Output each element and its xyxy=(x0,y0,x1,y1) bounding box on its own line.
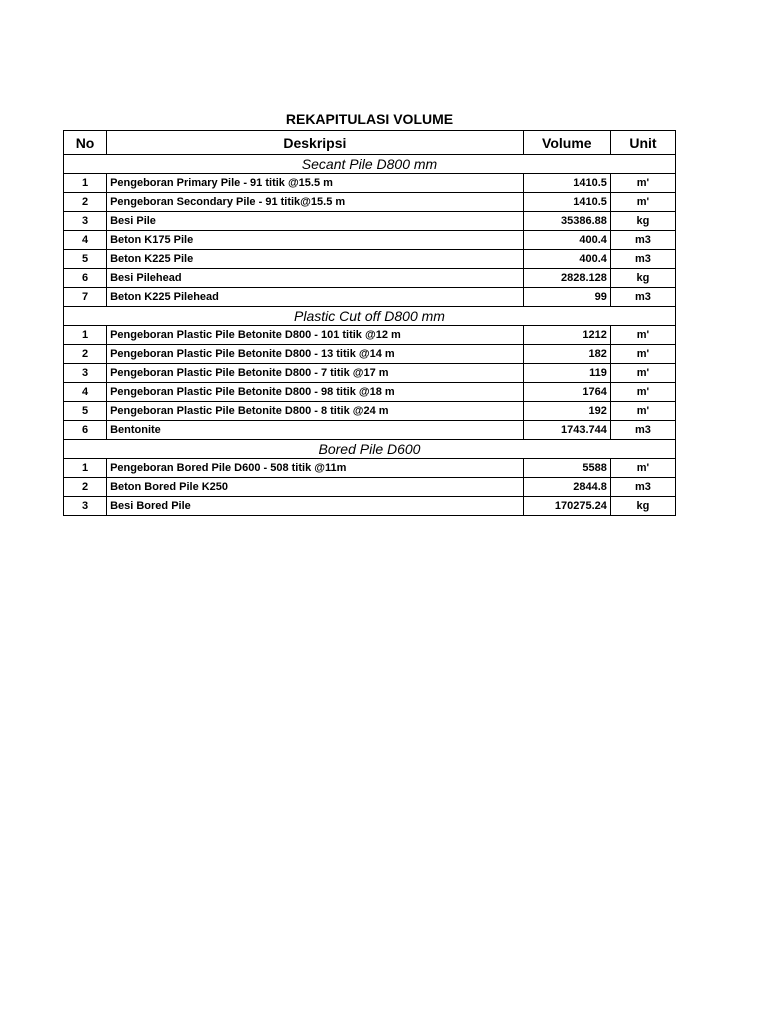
table-row xyxy=(64,212,676,231)
row-unit: m' xyxy=(610,383,675,402)
table-row xyxy=(64,326,676,345)
header-no: No xyxy=(64,131,107,155)
row-unit: m' xyxy=(610,193,675,212)
row-volume: 1764 xyxy=(523,383,610,402)
row-unit: kg xyxy=(610,497,675,516)
row-description: Beton K175 Pile xyxy=(107,231,524,250)
table-header-row xyxy=(64,131,676,155)
section-row xyxy=(64,307,676,326)
row-unit: m3 xyxy=(610,421,675,440)
row-unit: m3 xyxy=(610,288,675,307)
row-number: 6 xyxy=(64,421,107,440)
row-volume: 400.4 xyxy=(523,250,610,269)
row-volume: 1743.744 xyxy=(523,421,610,440)
row-number: 2 xyxy=(64,478,107,497)
row-volume: 1410.5 xyxy=(523,174,610,193)
table-row xyxy=(64,269,676,288)
table-row xyxy=(64,383,676,402)
row-number: 6 xyxy=(64,269,107,288)
row-volume: 400.4 xyxy=(523,231,610,250)
document-title: REKAPITULASI VOLUME xyxy=(285,111,454,127)
row-description: Pengeboran Primary Pile - 91 titik @15.5 m xyxy=(107,174,524,193)
row-description: Beton K225 Pilehead xyxy=(107,288,524,307)
volume-recap-table xyxy=(63,130,676,516)
row-volume: 2844.8 xyxy=(523,478,610,497)
table-row xyxy=(64,288,676,307)
row-volume: 5588 xyxy=(523,459,610,478)
row-volume: 192 xyxy=(523,402,610,421)
table-row xyxy=(64,421,676,440)
row-volume: 1212 xyxy=(523,326,610,345)
header-unit: Unit xyxy=(610,131,675,155)
row-volume: 170275.24 xyxy=(523,497,610,516)
row-volume: 1410.5 xyxy=(523,193,610,212)
row-number: 3 xyxy=(64,364,107,383)
row-description: Besi Pile xyxy=(107,212,524,231)
row-number: 1 xyxy=(64,459,107,478)
table-row xyxy=(64,174,676,193)
row-unit: m3 xyxy=(610,478,675,497)
row-unit: m3 xyxy=(610,250,675,269)
row-description: Pengeboran Plastic Pile Betonite D800 - 98 titik @18 m xyxy=(107,383,524,402)
section-title: Secant Pile D800 mm xyxy=(64,155,676,174)
row-number: 7 xyxy=(64,288,107,307)
table-row xyxy=(64,364,676,383)
row-unit: m' xyxy=(610,402,675,421)
table-row xyxy=(64,402,676,421)
section-title: Plastic Cut off D800 mm xyxy=(64,307,676,326)
row-description: Besi Bored Pile xyxy=(107,497,524,516)
row-volume: 99 xyxy=(523,288,610,307)
table-row xyxy=(64,193,676,212)
row-unit: m' xyxy=(610,364,675,383)
row-number: 3 xyxy=(64,497,107,516)
row-unit: m3 xyxy=(610,231,675,250)
row-volume: 35386.88 xyxy=(523,212,610,231)
row-number: 4 xyxy=(64,231,107,250)
header-description: Deskripsi xyxy=(107,131,524,155)
row-unit: m' xyxy=(610,326,675,345)
row-unit: kg xyxy=(610,212,675,231)
row-volume: 119 xyxy=(523,364,610,383)
table-row xyxy=(64,478,676,497)
row-number: 1 xyxy=(64,174,107,193)
section-row xyxy=(64,440,676,459)
row-number: 1 xyxy=(64,326,107,345)
row-number: 5 xyxy=(64,402,107,421)
row-unit: m' xyxy=(610,174,675,193)
row-description: Pengeboran Plastic Pile Betonite D800 - 101 titik @12 m xyxy=(107,326,524,345)
section-title: Bored Pile D600 xyxy=(64,440,676,459)
row-description: Pengeboran Plastic Pile Betonite D800 - 8 titik @24 m xyxy=(107,402,524,421)
row-volume: 2828.128 xyxy=(523,269,610,288)
table-row xyxy=(64,231,676,250)
row-volume: 182 xyxy=(523,345,610,364)
section-row xyxy=(64,155,676,174)
row-description: Beton Bored Pile K250 xyxy=(107,478,524,497)
row-description: Pengeboran Bored Pile D600 - 508 titik @11m xyxy=(107,459,524,478)
row-description: Besi Pilehead xyxy=(107,269,524,288)
table-row xyxy=(64,497,676,516)
row-description: Pengeboran Plastic Pile Betonite D800 - 7 titik @17 m xyxy=(107,364,524,383)
row-unit: m' xyxy=(610,345,675,364)
table-row xyxy=(64,345,676,364)
row-number: 5 xyxy=(64,250,107,269)
header-volume: Volume xyxy=(523,131,610,155)
row-number: 4 xyxy=(64,383,107,402)
row-number: 2 xyxy=(64,193,107,212)
row-number: 3 xyxy=(64,212,107,231)
row-description: Bentonite xyxy=(107,421,524,440)
table-body xyxy=(64,155,676,516)
table-row xyxy=(64,459,676,478)
row-unit: m' xyxy=(610,459,675,478)
row-description: Pengeboran Plastic Pile Betonite D800 - 13 titik @14 m xyxy=(107,345,524,364)
row-unit: kg xyxy=(610,269,675,288)
row-description: Beton K225 Pile xyxy=(107,250,524,269)
table-row xyxy=(64,250,676,269)
row-description: Pengeboran Secondary Pile - 91 titik@15.5 m xyxy=(107,193,524,212)
row-number: 2 xyxy=(64,345,107,364)
